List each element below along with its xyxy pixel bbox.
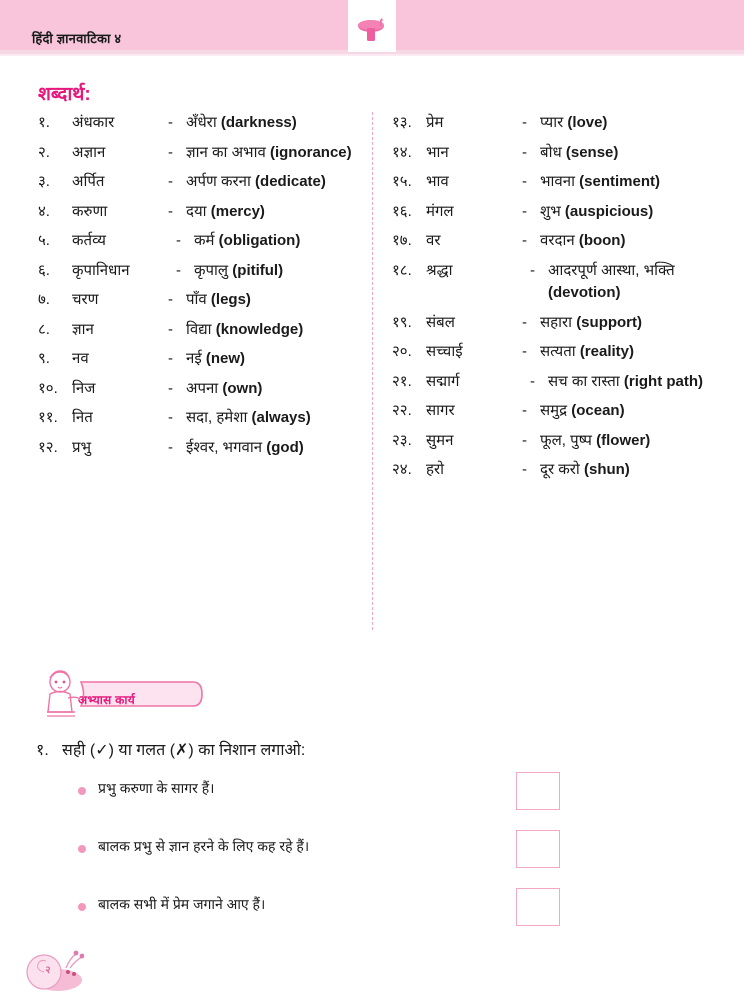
entry-meaning-english: (obligation) [218, 232, 301, 249]
entry-word: निज [72, 379, 96, 397]
entry-word: भाव [426, 173, 449, 190]
book-title: हिंदी ज्ञानवाटिका ४ [32, 31, 122, 46]
entry-number: ८. [38, 320, 50, 338]
glossary-entry [392, 171, 722, 194]
exercise-banner-label: अभ्यास कार्य [78, 693, 136, 707]
mushroom-icon [356, 14, 388, 46]
entry-meaning-hindi: सदा, हमेशा [186, 409, 248, 426]
entry-meaning-english: (reality) [579, 343, 634, 360]
entry-number: ११. [38, 409, 58, 426]
entry-meaning [186, 171, 368, 194]
entry-dash: - [168, 379, 173, 397]
entry-number: ५. [38, 232, 50, 249]
entry-dash: - [522, 402, 527, 419]
question-text: सही (✓) या गलत (✗) का निशान लगाओ: [62, 742, 306, 759]
entry-number: १४. [392, 143, 412, 161]
entry-number: १. [38, 114, 50, 131]
glossary-entry [38, 260, 368, 283]
entry-word: कृपानिधान [72, 261, 130, 279]
entry-word: नव [72, 350, 89, 367]
entry-dash: - [522, 143, 527, 161]
entry-number: २४. [392, 461, 412, 478]
entry-dash: - [168, 202, 173, 220]
entry-meaning [186, 348, 368, 371]
entry-meaning-hindi: शुभ [540, 202, 561, 220]
statement-row [0, 836, 744, 894]
entry-meaning [540, 171, 722, 194]
entry-meaning [540, 230, 722, 253]
entry-meaning-hindi: बोध [540, 143, 562, 161]
entry-word: सुमन [426, 431, 454, 449]
entry-dash: - [176, 232, 181, 249]
statement-row [0, 894, 744, 952]
entry-number: ७. [38, 291, 50, 308]
entry-meaning [194, 230, 368, 253]
entry-meaning-hindi: ज्ञान का अभाव [186, 143, 266, 161]
entry-meaning-english: (always) [251, 409, 311, 426]
entry-word: संबल [426, 313, 455, 331]
entry-meaning-hindi: अपना [186, 379, 219, 397]
entry-word: अज्ञान [72, 143, 106, 161]
header-rule-secondary [0, 54, 744, 56]
entry-meaning [540, 201, 722, 224]
entry-number: १७. [392, 232, 412, 249]
entry-meaning-hindi: नई [186, 350, 202, 367]
entry-meaning-hindi: सच का रास्ता [548, 372, 620, 390]
entry-number: २३. [392, 431, 412, 449]
statement-row [0, 778, 744, 836]
glossary-entry [38, 230, 368, 253]
entry-meaning-english: (darkness) [220, 114, 297, 131]
entry-meaning-english: (dedicate) [255, 173, 326, 190]
entry-number: ६. [38, 261, 50, 279]
entry-meaning-english: (support) [576, 313, 643, 331]
glossary-entry [392, 260, 722, 305]
bullet-icon [78, 787, 86, 795]
entry-dash: - [530, 261, 535, 279]
entry-dash: - [168, 173, 173, 190]
entry-dash: - [168, 409, 173, 426]
page-title: शब्दार्थ: [38, 84, 91, 105]
entry-word: प्रेम [426, 114, 444, 131]
entry-word: मंगल [426, 202, 454, 220]
entry-meaning [186, 319, 368, 342]
entry-word: सद्मार्ग [426, 372, 460, 390]
entry-meaning-hindi: प्यार [540, 114, 564, 131]
entry-dash: - [522, 313, 527, 331]
entry-dash: - [168, 114, 173, 131]
entry-number: १०. [38, 379, 58, 397]
entry-meaning-hindi: अँधेरा [186, 114, 217, 131]
statement-text: प्रभु करुणा के सागर हैं। [98, 780, 215, 796]
entry-meaning-english: (knowledge) [215, 320, 304, 338]
glossary-entry [38, 112, 368, 135]
entry-dash: - [168, 291, 173, 308]
entry-meaning [540, 430, 722, 453]
glossary-entry [38, 319, 368, 342]
entry-number: २२. [392, 402, 412, 419]
entry-number: १२. [38, 438, 58, 456]
entry-meaning [186, 378, 368, 401]
entry-meaning [186, 437, 368, 460]
glossary-entry [38, 142, 368, 165]
entry-word: भान [426, 143, 449, 161]
entry-meaning [186, 142, 368, 165]
entry-meaning-english: (flower) [596, 431, 651, 449]
entry-word: वर [426, 232, 441, 249]
entry-meaning-english: (right path) [623, 372, 704, 390]
entry-word: अंधकार [72, 114, 115, 131]
entry-dash: - [530, 372, 535, 390]
entry-dash: - [522, 114, 527, 131]
statement-list [0, 778, 744, 952]
entry-number: १८. [392, 261, 412, 279]
entry-word: सच्चाई [426, 343, 463, 360]
statement-text: बालक सभी में प्रेम जगाने आए हैं। [98, 896, 266, 912]
glossary-entry [392, 230, 722, 253]
entry-dash: - [168, 143, 173, 161]
glossary-entry [38, 378, 368, 401]
entry-number: १३. [392, 114, 412, 131]
entry-word: श्रद्धा [426, 261, 453, 279]
entry-number: ३. [38, 173, 50, 190]
entry-meaning [186, 112, 368, 135]
entry-number: २०. [392, 343, 412, 360]
entry-meaning-hindi: ईश्वर, भगवान [186, 438, 263, 456]
entry-number: २. [38, 143, 50, 161]
entry-meaning-english: (god) [266, 438, 304, 456]
glossary-entry [38, 201, 368, 224]
entry-dash: - [522, 431, 527, 449]
entry-meaning [548, 260, 722, 305]
entry-meaning [540, 312, 722, 335]
entry-meaning-english: (devotion) [548, 284, 621, 301]
entry-meaning-hindi: पाँव [186, 291, 207, 308]
entry-dash: - [522, 232, 527, 249]
entry-meaning-hindi: वरदान [540, 232, 575, 249]
entry-meaning-hindi: भावना [540, 173, 575, 190]
entry-meaning [540, 341, 722, 364]
glossary-column-left [38, 112, 368, 466]
entry-meaning [540, 142, 722, 165]
entry-meaning-english: (ocean) [571, 402, 625, 419]
entry-meaning-english: (auspicious) [564, 202, 654, 220]
bullet-icon [78, 845, 86, 853]
entry-meaning-english: (legs) [210, 291, 251, 308]
entry-meaning-english: (new) [205, 350, 246, 367]
entry-dash: - [522, 202, 527, 220]
entry-meaning [548, 371, 722, 394]
entry-meaning [540, 400, 722, 423]
entry-meaning-english: (mercy) [210, 202, 265, 220]
entry-word: अर्पित [72, 173, 105, 190]
entry-meaning-english: (sentiment) [579, 173, 660, 190]
glossary-entry [392, 371, 722, 394]
answer-checkbox[interactable] [516, 830, 560, 868]
page-number: २ [45, 965, 51, 976]
entry-meaning-hindi: सहारा [540, 313, 573, 331]
glossary-entry [38, 407, 368, 430]
entry-meaning [194, 260, 368, 283]
entry-number: १५. [392, 173, 412, 190]
entry-dash: - [522, 461, 527, 478]
glossary-entry [38, 437, 368, 460]
entry-number: १६. [392, 202, 412, 220]
entry-dash: - [168, 320, 173, 338]
statement-text: बालक प्रभु से ज्ञान हरने के लिए कह रहे हैं। [98, 838, 310, 854]
entry-dash: - [168, 350, 173, 367]
glossary-section [0, 112, 744, 632]
column-divider [372, 112, 373, 630]
entry-word: नित [72, 409, 93, 426]
entry-dash: - [176, 261, 181, 279]
entry-meaning [186, 289, 368, 312]
question-row [36, 738, 305, 760]
entry-meaning [186, 407, 368, 430]
entry-meaning [186, 201, 368, 224]
entry-meaning-english: (own) [222, 379, 263, 397]
entry-meaning-english: (ignorance) [269, 143, 352, 161]
glossary-entry [392, 341, 722, 364]
glossary-entry [392, 142, 722, 165]
entry-word: कर्तव्य [72, 232, 106, 249]
entry-meaning-hindi: आदरपूर्ण आस्था, भक्ति [548, 261, 675, 279]
answer-checkbox[interactable] [516, 772, 560, 810]
glossary-entry [38, 348, 368, 371]
entry-number: १९. [392, 313, 412, 331]
glossary-entry [392, 400, 722, 423]
glossary-entry [392, 201, 722, 224]
glossary-entry [38, 171, 368, 194]
entry-word: करुणा [72, 202, 108, 220]
entry-meaning [540, 112, 722, 135]
entry-number: २१. [392, 372, 412, 390]
glossary-entry [392, 430, 722, 453]
entry-word: ज्ञान [72, 320, 94, 338]
entry-meaning-english: (shun) [583, 461, 630, 478]
entry-word: चरण [72, 291, 99, 308]
glossary-entry [392, 312, 722, 335]
entry-word: सागर [426, 402, 455, 419]
glossary-entry [392, 459, 722, 482]
entry-number: ४. [38, 202, 50, 220]
entry-meaning-hindi: विद्या [186, 320, 212, 338]
glossary-column-right [392, 112, 722, 489]
entry-meaning-hindi: दूर करो [540, 461, 580, 478]
entry-meaning-hindi: समुद्र [540, 402, 568, 419]
entry-meaning-english: (sense) [565, 143, 619, 161]
answer-checkbox[interactable] [516, 888, 560, 926]
entry-word: हरो [426, 461, 444, 478]
entry-dash: - [522, 343, 527, 360]
entry-meaning-english: (love) [567, 114, 608, 131]
entry-meaning-english: (boon) [578, 232, 626, 249]
entry-meaning-hindi: सत्यता [540, 343, 576, 360]
entry-meaning-hindi: अर्पण करना [186, 173, 251, 190]
entry-meaning-hindi: कृपालु [194, 261, 229, 279]
entry-meaning-hindi: कर्म [194, 232, 215, 249]
entry-number: ९. [38, 350, 50, 367]
entry-dash: - [168, 438, 173, 456]
question-number: १. [36, 742, 49, 759]
glossary-entry [392, 112, 722, 135]
entry-meaning-english: (pitiful) [232, 261, 284, 279]
entry-dash: - [522, 173, 527, 190]
entry-meaning-hindi: दया [186, 202, 207, 220]
entry-meaning-hindi: फूल, पुष्प [540, 431, 592, 449]
entry-word: प्रभु [72, 438, 92, 456]
glossary-entry [38, 289, 368, 312]
bullet-icon [78, 903, 86, 911]
entry-meaning [540, 459, 722, 482]
